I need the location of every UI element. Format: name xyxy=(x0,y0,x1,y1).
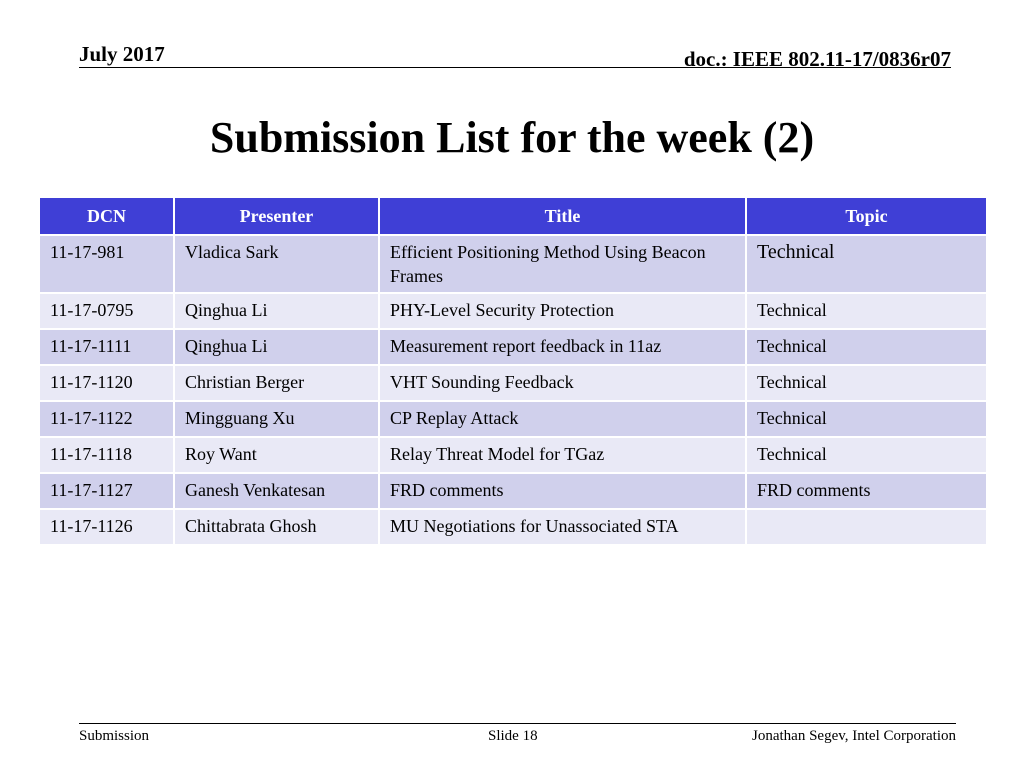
table-row xyxy=(39,473,987,509)
cell-presenter: Roy Want xyxy=(174,437,379,473)
cell-topic: Technical xyxy=(746,437,987,473)
cell-presenter: Qinghua Li xyxy=(174,293,379,329)
cell-presenter: Vladica Sark xyxy=(174,235,379,293)
cell-topic xyxy=(746,509,987,545)
slide-title: Submission List for the week (2) xyxy=(209,113,815,162)
cell-title: Relay Threat Model for TGaz xyxy=(379,437,746,473)
header-date: July 2017 xyxy=(79,42,165,66)
cell-presenter: Ganesh Venkatesan xyxy=(174,473,379,509)
cell-title: MU Negotiations for Unassociated STA xyxy=(379,509,746,545)
header-doc-id: doc.: IEEE 802.11-17/0836r07 xyxy=(683,47,951,71)
table-row xyxy=(39,365,987,401)
header-divider xyxy=(79,67,951,68)
column-header-presenter: Presenter xyxy=(174,197,379,235)
table-row xyxy=(39,235,987,293)
table-row xyxy=(39,401,987,437)
cell-dcn: 11-17-0795 xyxy=(39,293,174,329)
cell-topic: FRD comments xyxy=(746,473,987,509)
cell-title: Efficient Positioning Method Using Beacon Frames xyxy=(379,235,746,293)
footer-label: Submission xyxy=(79,728,150,744)
cell-presenter: Qinghua Li xyxy=(174,329,379,365)
cell-title: CP Replay Attack xyxy=(379,401,746,437)
table-header-row xyxy=(39,197,987,235)
cell-dcn: 11-17-981 xyxy=(39,235,174,293)
cell-dcn: 11-17-1118 xyxy=(39,437,174,473)
cell-title: FRD comments xyxy=(379,473,746,509)
table-row xyxy=(39,509,987,545)
column-header-title: Title xyxy=(379,197,746,235)
column-header-dcn: DCN xyxy=(39,197,174,235)
submission-table xyxy=(38,196,988,546)
table-row xyxy=(39,293,987,329)
column-header-topic: Topic xyxy=(746,197,987,235)
table-row xyxy=(39,329,987,365)
footer-author: Jonathan Segev, Intel Corporation xyxy=(752,728,956,744)
cell-title: PHY-Level Security Protection xyxy=(379,293,746,329)
cell-topic: Technical xyxy=(746,365,987,401)
cell-title: VHT Sounding Feedback xyxy=(379,365,746,401)
cell-dcn: 11-17-1111 xyxy=(39,329,174,365)
cell-presenter: Mingguang Xu xyxy=(174,401,379,437)
cell-dcn: 11-17-1127 xyxy=(39,473,174,509)
footer-divider xyxy=(79,723,956,724)
cell-dcn: 11-17-1122 xyxy=(39,401,174,437)
cell-topic: Technical xyxy=(746,401,987,437)
cell-dcn: 11-17-1126 xyxy=(39,509,174,545)
slide-number: Slide 18 xyxy=(488,728,538,744)
cell-dcn: 11-17-1120 xyxy=(39,365,174,401)
cell-topic: Technical xyxy=(746,293,987,329)
cell-presenter: Chittabrata Ghosh xyxy=(174,509,379,545)
cell-topic: Technical xyxy=(746,235,987,293)
table-row xyxy=(39,437,987,473)
cell-title: Measurement report feedback in 11az xyxy=(379,329,746,365)
cell-topic: Technical xyxy=(746,329,987,365)
cell-presenter: Christian Berger xyxy=(174,365,379,401)
